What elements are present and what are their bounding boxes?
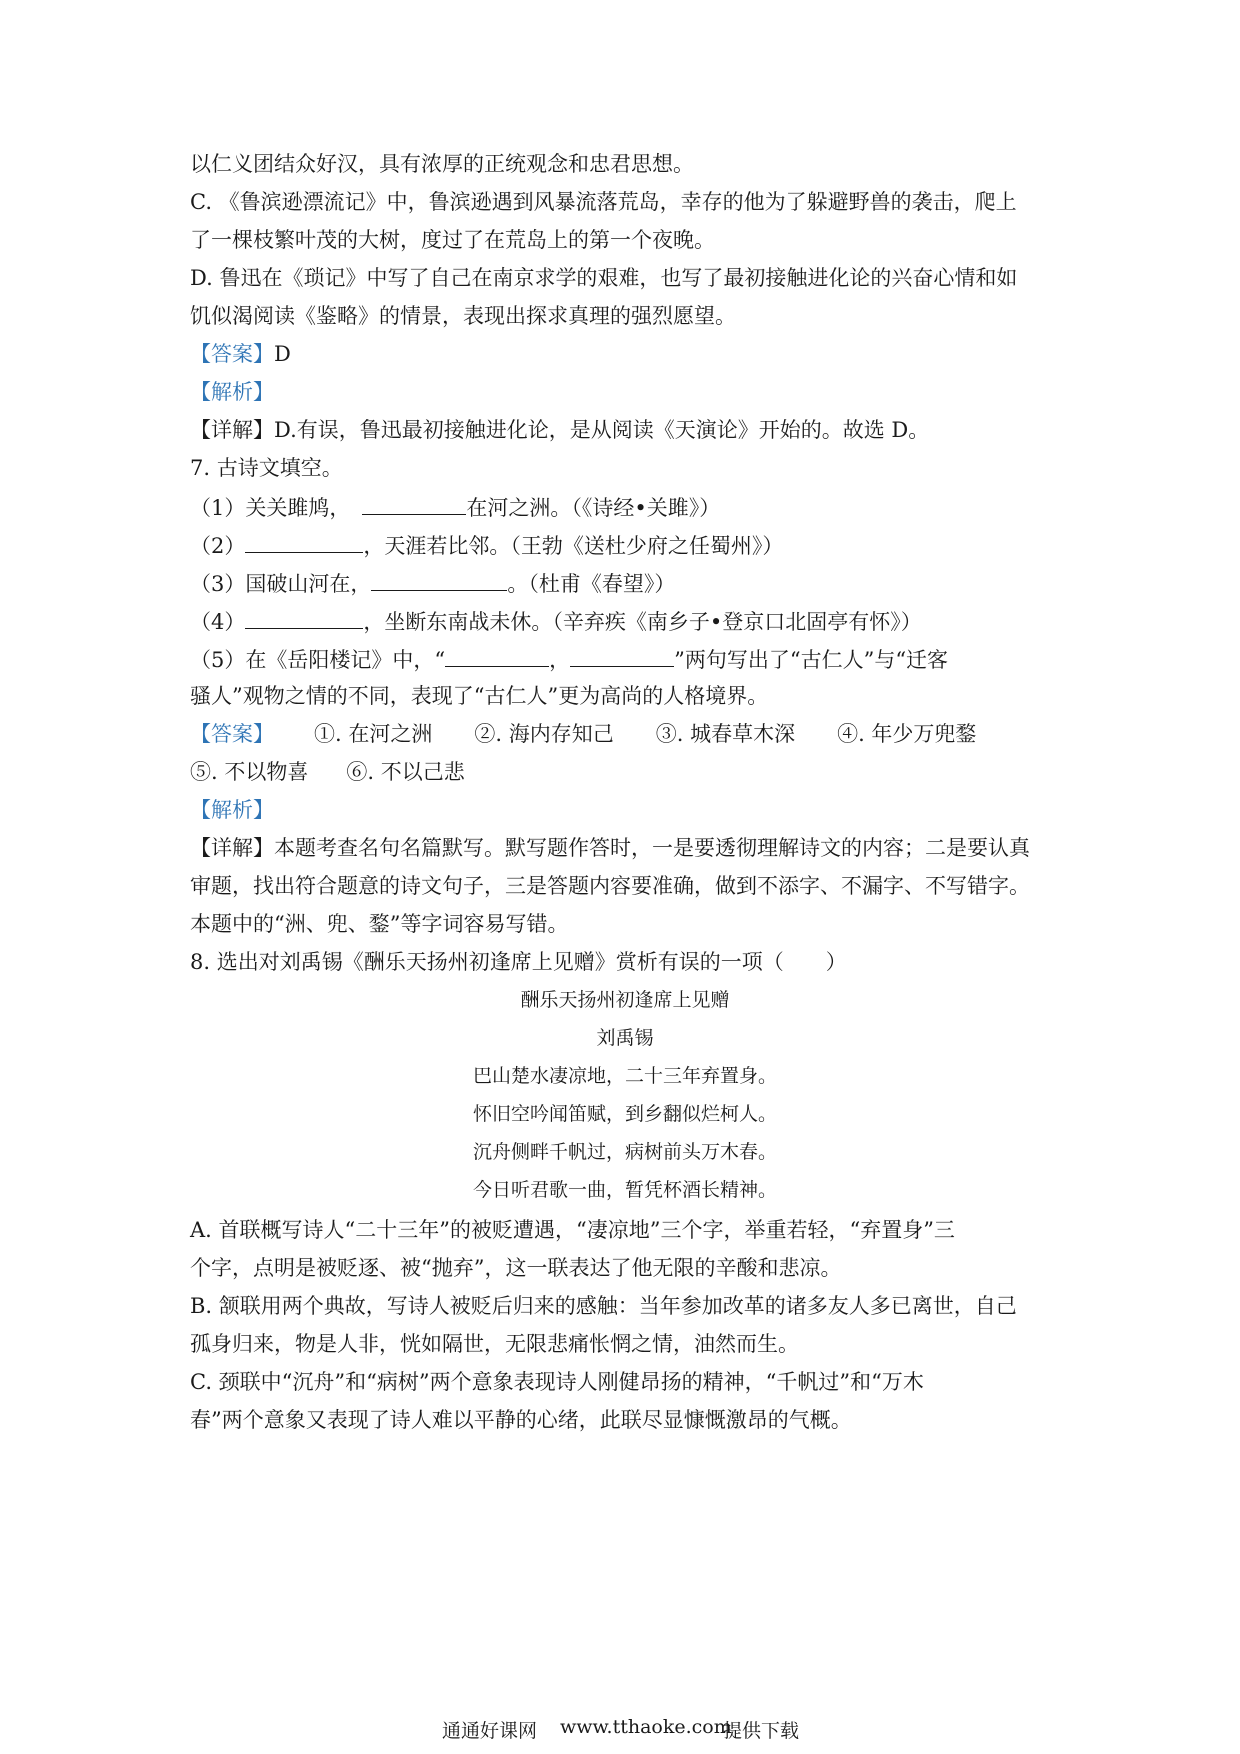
poem-line: 巴山楚水凄凉地，二十三年弃置身。 <box>472 1065 777 1087</box>
analysis-tag: 【解析】 <box>190 380 274 404</box>
question-8-title: 8. 选出对刘禹锡《酬乐天扬州初逢席上见赠》赏析有误的一项（ ） <box>190 950 847 974</box>
detail-tag: 【详解】 <box>190 836 274 860</box>
answer-item: ⑤. 不以物喜 <box>190 760 309 784</box>
option-a-line: A. 首联概写诗人“二十三年”的被贬遭遇，“凄凉地”三个字，举重若轻，“弃置身”三 <box>190 1218 955 1242</box>
detail-tag: 【详解】 <box>190 418 274 442</box>
text-line: 本题中的“洲、兜、鍪”等字词容易写错。 <box>190 912 569 936</box>
text-line: 春”两个意象又表现了诗人难以平静的心绪，此联尽显慷慨激昂的气概。 <box>190 1408 852 1432</box>
detail-line <box>190 416 929 444</box>
poem-line: 今日听君歌一曲，暂凭杯酒长精神。 <box>472 1179 777 1201</box>
fill-blank[interactable] <box>371 568 507 591</box>
poem-author: 刘禹锡 <box>596 1027 654 1049</box>
q7-3-prefix: （3）国破山河在， <box>190 572 372 596</box>
fill-blank[interactable] <box>245 606 363 629</box>
q7-item-5 <box>190 644 948 674</box>
fill-blank[interactable] <box>362 492 466 515</box>
option-b-line: B. 颔联用两个典故，写诗人被贬后归来的感触：当年参加改革的诸多友人多已离世，自己 <box>190 1294 1017 1318</box>
answer-line <box>190 758 465 786</box>
footer-url[interactable]: www.tthaoke.com <box>560 1716 732 1738</box>
answer-tag: 【答案】 <box>190 342 274 366</box>
detail-line <box>190 834 1030 862</box>
detail-text: D.有误，鲁迅最初接触进化论，是从阅读《天演论》开始的。故选 D。 <box>274 418 930 442</box>
text-line: 骚人”观物之情的不同，表现了“古仁人”更为高尚的人格境界。 <box>190 684 769 708</box>
q7-2-suffix: ，天涯若比邻。（王勃《送杜少府之任蜀州》） <box>363 534 784 558</box>
answer-value: D <box>274 342 291 366</box>
analysis-tag: 【解析】 <box>190 798 274 822</box>
q7-4-suffix: ，坐断东南战未休。（辛弃疾《南乡子•登京口北固亭有怀》） <box>363 610 922 634</box>
question-7-title: 7. 古诗文填空。 <box>190 456 343 480</box>
text-line: 孤身归来，物是人非，恍如隔世，无限悲痛怅惘之情，油然而生。 <box>190 1332 799 1356</box>
q7-2-prefix: （2） <box>190 534 246 558</box>
answer-item: ④. 年少万兜鍪 <box>837 722 977 746</box>
fill-blank[interactable] <box>445 644 549 667</box>
q7-5-comma: ， <box>549 648 571 672</box>
option-c-line: C. 颈联中“沉舟”和“病树”两个意象表现诗人刚健昂扬的精神，“千帆过”和“万木 <box>190 1370 924 1394</box>
text-line: 个字，点明是被贬逐、被“抛弃”，这一联表达了他无限的辛酸和悲凉。 <box>190 1256 842 1280</box>
q7-item-3 <box>190 568 675 598</box>
text-line: 以仁义团结众好汉，具有浓厚的正统观念和忠君思想。 <box>190 152 694 176</box>
poem-line: 沉舟侧畔千帆过，病树前头万木春。 <box>472 1141 777 1163</box>
q7-3-suffix: 。（杜甫《春望》） <box>507 572 676 596</box>
q7-4-prefix: （4） <box>190 610 246 634</box>
answer-item: ②. 海内存知己 <box>474 722 614 746</box>
q7-item-1 <box>190 492 720 522</box>
poem-title: 酬乐天扬州初逢席上见赠 <box>520 989 730 1011</box>
q7-item-2 <box>190 530 783 560</box>
answer-line <box>190 340 291 368</box>
option-c-line: C. 《鲁滨逊漂流记》中，鲁滨逊遇到风暴流落荒岛，幸存的他为了躲避野兽的袭击，爬上 <box>190 190 1017 214</box>
text-line: 了一棵枝繁叶茂的大树，度过了在荒岛上的第一个夜晚。 <box>190 228 715 252</box>
q7-5-suffix: ”两句写出了“古仁人”与“迁客 <box>674 648 949 672</box>
q7-5-prefix: （5）在《岳阳楼记》中，“ <box>190 648 446 672</box>
fill-blank[interactable] <box>245 530 363 553</box>
detail-text: 本题考查名句名篇默写。默写题作答时，一是要透彻理解诗文的内容；二是要认真 <box>274 836 1030 860</box>
answer-item: ⑥. 不以己悲 <box>346 760 465 784</box>
answer-item: ③. 城春草木深 <box>655 722 796 746</box>
footer-site-name: 通通好课网 <box>442 1720 538 1742</box>
poem-line: 怀旧空吟闻笛赋，到乡翻似烂柯人。 <box>472 1103 777 1125</box>
answer-tag: 【答案】 <box>190 722 274 746</box>
q7-1-prefix: （1）关关雎鸠， <box>190 496 351 520</box>
text-line: 审题，找出符合题意的诗文句子，三是答题内容要准确，做到不添字、不漏字、不写错字。 <box>190 874 1030 898</box>
footer-note: 提供下载 <box>723 1720 800 1742</box>
answer-line <box>190 720 976 748</box>
q7-item-4 <box>190 606 922 636</box>
option-d-line: D. 鲁迅在《琐记》中写了自己在南京求学的艰难，也写了最初接触进化论的兴奋心情和如 <box>190 266 1018 290</box>
answer-item: ①. 在河之洲 <box>314 722 433 746</box>
fill-blank[interactable] <box>570 644 674 667</box>
text-line: 饥似渴阅读《鉴略》的情景，表现出探求真理的强烈愿望。 <box>190 304 736 328</box>
q7-1-suffix: 在河之洲。（《诗经•关雎》） <box>466 496 721 520</box>
